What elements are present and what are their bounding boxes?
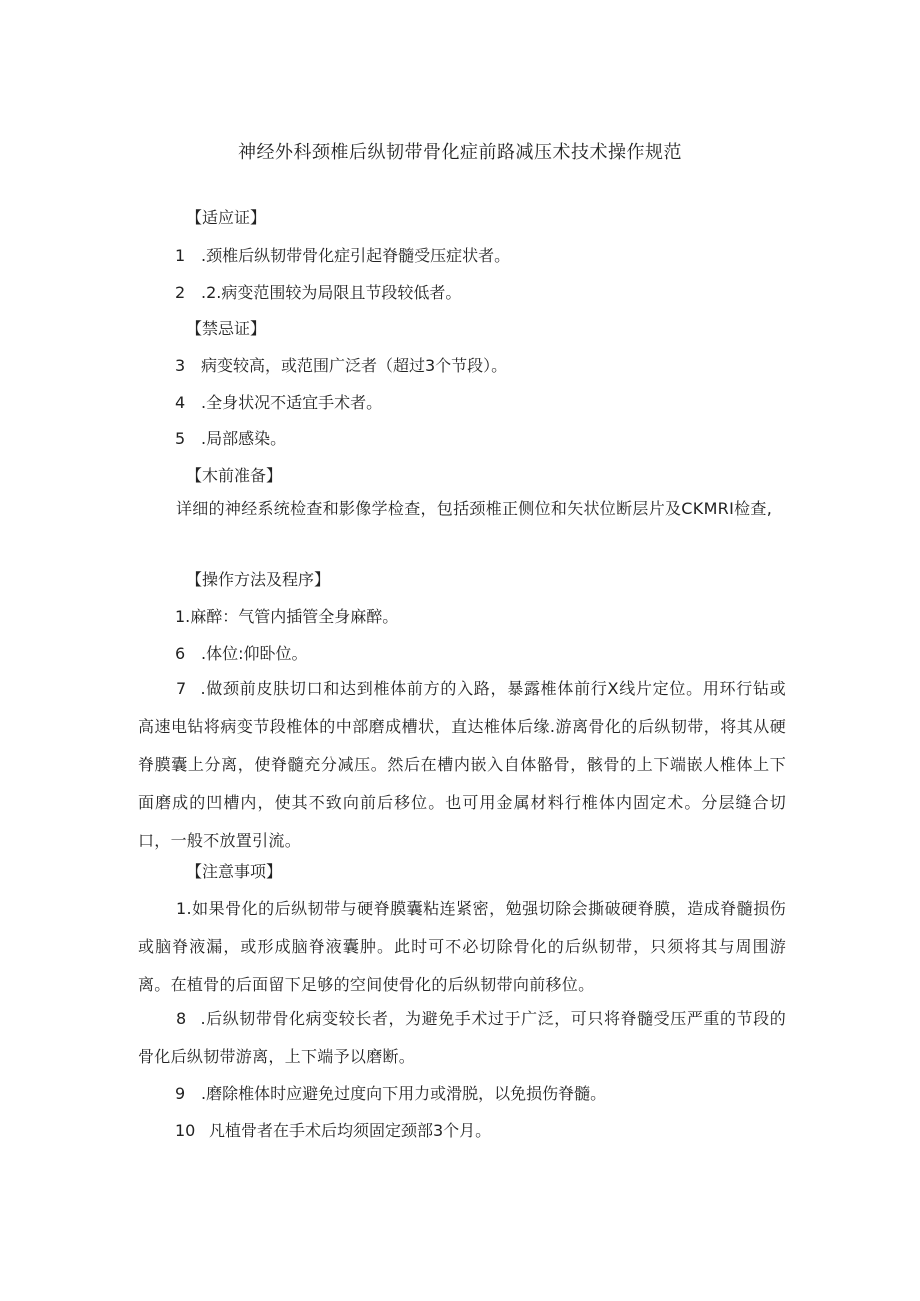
- list-item-text: .颈椎后纵韧带骨化症引起脊髓受压症状者。: [201, 246, 511, 265]
- list-item-text: .做颈前皮肤切口和达到椎体前方的入路，暴露椎体前行X线片定位。用环行钻或高速电钻将病变节段椎体的中部磨成槽状，直达椎体后缘.游离骨化的后纵韧带，将其从硬脊膜囊上分离，使脊髓充分减压。然后在槽内嵌入自体骼骨，骸骨的上下端嵌人椎体上下面磨成的凹槽内，使其不致向前后移位。也可用金属材料行椎体内固定术。分层缝合切口，一般不放置引流。: [138, 679, 786, 850]
- list-item-number: 8: [176, 1009, 187, 1028]
- section-heading-preparation: 【木前准备】: [186, 466, 283, 485]
- list-item: [175, 281, 461, 305]
- list-item-number: 9: [175, 1084, 186, 1103]
- list-item: [175, 1082, 606, 1106]
- list-item-number: 1: [175, 246, 186, 265]
- list-item-text: .体位:仰卧位。: [201, 644, 308, 663]
- list-item: [175, 1119, 491, 1143]
- precaution-paragraph: [138, 1000, 786, 1076]
- list-item: [175, 605, 398, 629]
- list-item-text: .后纵韧带骨化病变较长者，为避免手术过于广泛，可只将脊髓受压严重的节段的骨化后纵韧带游离，上下端予以磨断。: [138, 1009, 786, 1066]
- list-item: [175, 427, 286, 451]
- section-heading-precautions: 【注意事项】: [186, 862, 283, 881]
- precaution-paragraph: [138, 890, 786, 1004]
- procedure-step-paragraph: [138, 670, 786, 860]
- list-item-text: .全身状况不适宜手术者。: [201, 393, 383, 412]
- list-item-number: 6: [175, 644, 186, 663]
- list-item: [175, 244, 510, 268]
- list-item-text: 凡植骨者在手术后均须固定颈部3个月。: [209, 1121, 492, 1140]
- list-item-number: 4: [175, 393, 186, 412]
- list-item-text: 1.麻醉：气管内插管全身麻醉。: [175, 607, 399, 626]
- list-item-number: 5: [175, 429, 186, 448]
- list-item-text: .磨除椎体时应避免过度向下用力或滑脱，以免损伤脊髓。: [201, 1084, 607, 1103]
- list-item-text: 1.如果骨化的后纵韧带与硬脊膜囊粘连紧密，勉强切除会撕破硬脊膜，造成脊髓损伤或脑脊液漏，或形成脑脊液囊肿。此时可不必切除骨化的后纵韧带，只须将其与周围游离。在植骨的后面留下足够的空间使骨化的后纵韧带向前移位。: [138, 899, 786, 994]
- section-heading-procedure: 【操作方法及程序】: [186, 570, 331, 589]
- list-item: [175, 354, 507, 378]
- list-item-text: 病变较高，或范围广泛者（超过3个节段）。: [201, 356, 508, 375]
- preparation-paragraph: 详细的神经系统检查和影像学检查，包括颈椎正侧位和矢状位断层片及CKMRI检查,: [176, 499, 773, 518]
- list-item-text: .2.病变范围较为局限且节段较低者。: [201, 283, 462, 302]
- document-title: 神经外科颈椎后纵韧带骨化症前路减压术技术操作规范: [238, 142, 682, 163]
- list-item-number: 2: [175, 283, 186, 302]
- list-item: [175, 391, 382, 415]
- list-item-number: 7: [176, 679, 187, 698]
- list-item: [175, 642, 307, 666]
- list-item-number: 3: [175, 356, 186, 375]
- section-heading-contraindications: 【禁忌证】: [186, 319, 267, 338]
- list-item-text: .局部感染。: [201, 429, 287, 448]
- list-item-number: 10: [175, 1121, 196, 1140]
- section-heading-indications: 【适应证】: [186, 208, 267, 227]
